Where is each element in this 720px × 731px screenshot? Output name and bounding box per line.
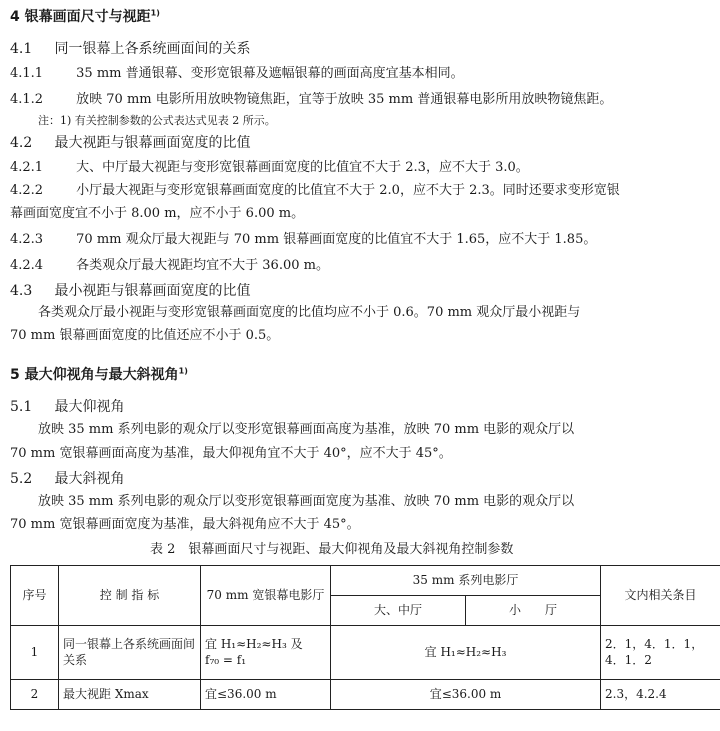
table-caption: 表 2 银幕画面尺寸与视距、最大仰视角及最大斜视角控制参数 [150,542,514,557]
clause-5-2-text-1: 放映 35 mm 系列电影的观众厅以变形宽银幕画面宽度为基准、放映 70 mm 电影的观众厅以 [38,494,575,509]
cell-70mm-line-2: f₇₀ = f₁ [205,652,246,667]
section-5-heading-text: 5 最大仰视角与最大斜视角 [10,367,179,383]
clause-4-2-2 [10,183,620,200]
clause-number: 4.1.2 [10,92,44,107]
clause-text: 小厅最大视距与变形宽银幕画面宽度的比值宜不大于 2.0，应不大于 2.3。同时还要求变形宽银 [76,183,620,198]
clause-text: 35 mm 普通银幕、变形宽银幕及遮幅银幕的画面高度宜基本相同。 [76,66,464,81]
clause-4-1 [10,40,250,58]
header-seq: 序号 [11,566,59,626]
clause-4-1-2 [10,92,612,109]
cell-70mm-line-1: 宜 H₁≈H₂≈H₃ 及 [205,636,303,651]
clause-title: 最大视距与银幕画面宽度的比值 [54,135,251,151]
header-index: 控 制 指 标 [59,566,201,626]
clause-title: 最大仰视角 [54,399,125,415]
clause-title: 最小视距与银幕画面宽度的比值 [54,283,251,299]
clause-4-2-4 [10,258,329,275]
cell-index: 同一银幕上各系统画面间关系 [59,626,201,680]
header-70mm: 70 mm 宽银幕电影厅 [201,566,331,626]
cell-ref: 2.3，4.2.4 [601,680,720,710]
clause-4-2-3 [10,232,596,249]
table-header-row [11,566,720,596]
clause-number: 4.2.1 [10,160,44,175]
header-large-hall: 大、中厅 [331,596,466,626]
clause-5-1-text-2: 70 mm 宽银幕画面高度为基准，最大仰视角宜不大于 40°，应不大于 45°。 [10,446,452,461]
section-5-heading [10,366,188,384]
cell-35mm: 宜≤36.00 m [331,680,601,710]
clause-number: 4.2.3 [10,232,44,247]
section-4-footnote-mark: 1) [150,8,160,18]
section-4-heading-text: 4 银幕画面尺寸与视距 [10,9,151,25]
clause-4-3-text-2: 70 mm 银幕画面宽度的比值还应不小于 0.5。 [10,328,280,343]
clause-number: 4.1 [10,41,33,57]
clause-title: 同一银幕上各系统画面间的关系 [54,41,251,57]
cell-35mm: 宜 H₁≈H₂≈H₃ [331,626,601,680]
clause-5-2 [10,470,124,488]
clause-number: 4.2.4 [10,258,44,273]
clause-5-1-text-1: 放映 35 mm 系列电影的观众厅以变形宽银幕画面高度为基准，放映 70 mm 电影的观众厅以 [38,422,575,437]
table-row [11,626,720,680]
cell-index: 最大视距 Xmax [59,680,201,710]
cell-70mm [201,626,331,680]
header-35mm: 35 mm 系列电影厅 [331,566,601,596]
clause-text: 各类观众厅最大视距均宜不大于 36.00 m。 [76,258,329,273]
clause-text: 70 mm 观众厅最大视距与 70 mm 银幕画面宽度的比值宜不大于 1.65，应不大于 1.85。 [76,232,597,247]
clause-number: 4.2.2 [10,183,44,198]
clause-4-1-1 [10,66,464,83]
clause-4-2 [10,134,250,152]
clause-number: 5.2 [10,471,33,487]
clause-text: 放映 70 mm 电影所用放映物镜焦距，宜等于放映 35 mm 普通银幕电影所用放映物镜焦距。 [76,92,613,107]
clause-title: 最大斜视角 [54,471,125,487]
clause-number: 4.2 [10,135,33,151]
clause-4-3 [10,282,250,300]
clause-5-1 [10,398,124,416]
clause-4-2-2-continued: 幕画面宽度宜不小于 8.00 m，应不小于 6.00 m。 [10,206,305,221]
clause-5-2-text-2: 70 mm 宽银幕画面宽度为基准，最大斜视角应不大于 45°。 [10,517,360,532]
clause-number: 4.1.1 [10,66,44,81]
table-row [11,680,720,710]
header-small-hall: 小 厅 [466,596,601,626]
clause-number: 4.3 [10,283,33,299]
section-5-footnote-mark: 1) [178,366,188,376]
cell-seq: 1 [11,626,59,680]
cell-ref: 2．1，4．1．1，4．1．2 [601,626,720,680]
clause-4-3-text-1: 各类观众厅最小视距与变形宽银幕画面宽度的比值均应不小于 0.6。70 mm 观众厅最小视距与 [38,305,581,320]
clause-number: 5.1 [10,399,33,415]
header-ref: 文内相关条目 [601,566,720,626]
clause-4-2-1 [10,160,529,177]
section-4-heading [10,8,160,26]
cell-seq: 2 [11,680,59,710]
cell-70mm: 宜≤36.00 m [201,680,331,710]
parameters-table [10,565,720,710]
clause-text: 大、中厅最大视距与变形宽银幕画面宽度的比值宜不大于 2.3，应不大于 3.0。 [76,160,529,175]
footnote: 注：1) 有关控制参数的公式表达式见表 2 所示。 [38,114,276,127]
